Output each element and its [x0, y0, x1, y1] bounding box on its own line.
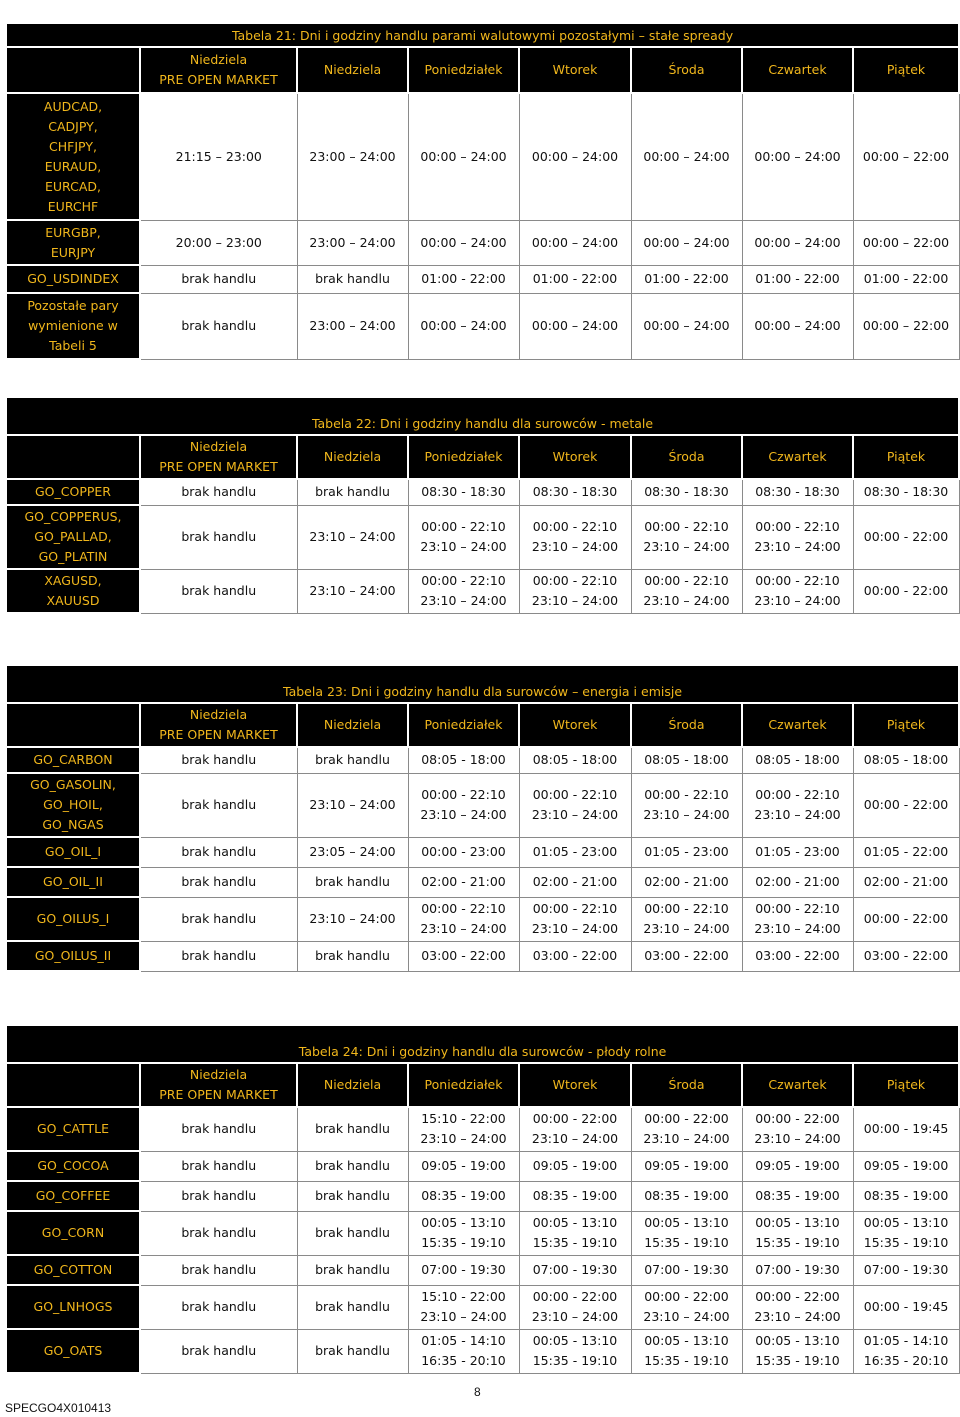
cell: 08:35 - 19:00 [853, 1181, 959, 1211]
cell: 00:00 - 22:10 23:10 – 24:00 [408, 569, 519, 613]
table-header-row [6, 1063, 959, 1107]
cell: 00:00 – 24:00 [519, 220, 631, 265]
cell: 23:10 – 24:00 [297, 505, 408, 569]
cell: 23:10 – 24:00 [297, 569, 408, 613]
cell: 00:00 - 22:00 23:10 – 24:00 [742, 1285, 853, 1329]
header-cell: Wtorek [519, 47, 631, 93]
header-cell: Niedziela PRE OPEN MARKET [140, 47, 297, 93]
cell: 00:00 - 19:45 [853, 1285, 959, 1329]
cell: 01:05 - 14:10 16:35 - 20:10 [853, 1329, 959, 1373]
cell: 03:00 - 22:00 [853, 941, 959, 971]
cell: 00:00 – 24:00 [408, 220, 519, 265]
cell: 07:00 - 19:30 [519, 1255, 631, 1285]
row-label: GO_GASOLIN, GO_HOIL, GO_NGAS [6, 773, 140, 837]
row-label: GO_CARBON [6, 747, 140, 773]
cell: 00:00 - 22:10 23:10 – 24:00 [742, 569, 853, 613]
cell: brak handlu [140, 1151, 297, 1181]
row-label: GO_COPPERUS, GO_PALLAD, GO_PLATIN [6, 505, 140, 569]
cell: 20:00 – 23:00 [140, 220, 297, 265]
cell: 09:05 - 19:00 [631, 1151, 742, 1181]
cell: 07:00 - 19:30 [742, 1255, 853, 1285]
cell: 09:05 - 19:00 [519, 1151, 631, 1181]
header-cell: Niedziela PRE OPEN MARKET [140, 703, 297, 747]
cell: 01:05 - 23:00 [742, 837, 853, 867]
header-corner [6, 703, 140, 747]
table-row [6, 747, 959, 773]
cell: 08:05 - 18:00 [519, 747, 631, 773]
row-label: AUDCAD, CADJPY, CHFJPY, EURAUD, EURCAD, EURCHF [6, 93, 140, 220]
cell: 00:00 - 22:00 [853, 897, 959, 941]
cell: brak handlu [297, 1151, 408, 1181]
cell: 00:00 – 24:00 [408, 93, 519, 220]
cell: 00:05 - 13:10 15:35 - 19:10 [742, 1211, 853, 1255]
page-number: 8 [474, 1385, 481, 1399]
cell: 09:05 - 19:00 [408, 1151, 519, 1181]
cell: 00:00 - 22:00 23:10 – 24:00 [631, 1107, 742, 1151]
cell: 00:00 – 24:00 [408, 293, 519, 359]
table-row [6, 1107, 959, 1151]
header-cell: Środa [631, 435, 742, 479]
cell: 02:00 - 21:00 [408, 867, 519, 897]
cell: 01:00 - 22:00 [631, 265, 742, 293]
cell: 08:30 - 18:30 [408, 479, 519, 505]
header-cell: Niedziela PRE OPEN MARKET [140, 435, 297, 479]
cell: 00:05 - 13:10 15:35 - 19:10 [853, 1211, 959, 1255]
cell: brak handlu [140, 1107, 297, 1151]
header-cell: Piątek [853, 703, 959, 747]
cell: 00:05 - 13:10 15:35 - 19:10 [519, 1211, 631, 1255]
table-row [6, 569, 959, 613]
cell: brak handlu [297, 1329, 408, 1373]
cell: 00:00 - 22:00 [853, 569, 959, 613]
header-corner [6, 435, 140, 479]
cell: 08:05 - 18:00 [742, 747, 853, 773]
table-row [6, 265, 959, 293]
table-row [6, 773, 959, 837]
header-cell: Piątek [853, 1063, 959, 1107]
cell: 00:00 - 19:45 [853, 1107, 959, 1151]
cell: brak handlu [140, 837, 297, 867]
header-corner [6, 1063, 140, 1107]
cell: 00:00 - 23:00 [408, 837, 519, 867]
table-header-row [6, 703, 959, 747]
row-label: GO_COFFEE [6, 1181, 140, 1211]
cell: brak handlu [140, 479, 297, 505]
cell: 00:00 - 22:10 23:10 – 24:00 [742, 505, 853, 569]
row-label: GO_COCOA [6, 1151, 140, 1181]
table-row [6, 220, 959, 265]
table-row [6, 1255, 959, 1285]
cell: 00:00 – 24:00 [742, 293, 853, 359]
cell: 03:00 - 22:00 [742, 941, 853, 971]
cell: 00:00 – 22:00 [853, 293, 959, 359]
table-row [6, 479, 959, 505]
row-label: GO_COPPER [6, 479, 140, 505]
cell: 00:05 - 13:10 15:35 - 19:10 [631, 1329, 742, 1373]
table-title-row [6, 1025, 959, 1063]
cell: brak handlu [297, 479, 408, 505]
header-cell: Czwartek [742, 47, 853, 93]
cell: 23:00 – 24:00 [297, 93, 408, 220]
cell: brak handlu [140, 941, 297, 971]
cell: 02:00 - 21:00 [742, 867, 853, 897]
row-label: GO_OIL_II [6, 867, 140, 897]
cell: 08:05 - 18:00 [408, 747, 519, 773]
cell: 08:35 - 19:00 [742, 1181, 853, 1211]
cell: 00:00 - 22:00 [853, 505, 959, 569]
cell: brak handlu [297, 1181, 408, 1211]
cell: 00:00 - 22:00 23:10 – 24:00 [519, 1285, 631, 1329]
cell: brak handlu [297, 1255, 408, 1285]
cell: 01:00 - 22:00 [408, 265, 519, 293]
cell: 08:30 - 18:30 [519, 479, 631, 505]
cell: 09:05 - 19:00 [742, 1151, 853, 1181]
cell: brak handlu [297, 867, 408, 897]
table-title-row [6, 665, 959, 703]
header-cell: Poniedziałek [408, 47, 519, 93]
cell: 00:00 - 22:10 23:10 – 24:00 [408, 773, 519, 837]
header-cell: Niedziela [297, 1063, 408, 1107]
header-cell: Piątek [853, 435, 959, 479]
table-title: Tabela 22: Dni i godziny handlu dla surowców - metale [6, 397, 959, 435]
cell: brak handlu [297, 265, 408, 293]
table-row [6, 505, 959, 569]
row-label: GO_OILUS_I [6, 897, 140, 941]
cell: 00:00 - 22:10 23:10 – 24:00 [742, 773, 853, 837]
cell: 00:00 – 22:00 [853, 93, 959, 220]
cell: 01:00 - 22:00 [853, 265, 959, 293]
header-cell: Piątek [853, 47, 959, 93]
header-cell: Środa [631, 703, 742, 747]
table-row [6, 867, 959, 897]
table-title-row [6, 23, 959, 47]
cell: 00:00 - 22:10 23:10 – 24:00 [519, 569, 631, 613]
cell: 21:15 – 23:00 [140, 93, 297, 220]
cell: 01:05 - 23:00 [519, 837, 631, 867]
cell: 07:00 - 19:30 [853, 1255, 959, 1285]
cell: 23:05 – 24:00 [297, 837, 408, 867]
cell: brak handlu [297, 747, 408, 773]
header-cell: Niedziela [297, 435, 408, 479]
cell: brak handlu [140, 773, 297, 837]
cell: 00:00 – 24:00 [631, 93, 742, 220]
cell: 01:05 - 22:00 [853, 837, 959, 867]
cell: 08:35 - 19:00 [408, 1181, 519, 1211]
cell: 15:10 - 22:00 23:10 – 24:00 [408, 1107, 519, 1151]
cell: brak handlu [140, 505, 297, 569]
cell: 00:00 - 22:10 23:10 – 24:00 [631, 505, 742, 569]
table-row [6, 1151, 959, 1181]
cell: brak handlu [140, 1255, 297, 1285]
cell: brak handlu [140, 747, 297, 773]
table-row [6, 1329, 959, 1373]
cell: 23:00 – 24:00 [297, 293, 408, 359]
header-cell: Czwartek [742, 1063, 853, 1107]
cell: 23:00 – 24:00 [297, 220, 408, 265]
table-title: Tabela 23: Dni i godziny handlu dla surowców – energia i emisje [6, 665, 959, 703]
cell: 00:00 – 22:00 [853, 220, 959, 265]
cell: 08:35 - 19:00 [631, 1181, 742, 1211]
cell: 00:05 - 13:10 15:35 - 19:10 [742, 1329, 853, 1373]
cell: 02:00 - 21:00 [853, 867, 959, 897]
cell: 00:00 - 22:10 23:10 – 24:00 [631, 569, 742, 613]
table-title-row [6, 397, 959, 435]
cell: 01:00 - 22:00 [519, 265, 631, 293]
cell: brak handlu [297, 1211, 408, 1255]
cell: 08:30 - 18:30 [853, 479, 959, 505]
cell: brak handlu [140, 265, 297, 293]
cell: 09:05 - 19:00 [853, 1151, 959, 1181]
cell: 00:00 - 22:10 23:10 – 24:00 [631, 773, 742, 837]
cell: 00:05 - 13:10 15:35 - 19:10 [519, 1329, 631, 1373]
cell: brak handlu [297, 941, 408, 971]
table-row [6, 1211, 959, 1255]
cell: 07:00 - 19:30 [408, 1255, 519, 1285]
cell: 00:00 - 22:10 23:10 – 24:00 [519, 897, 631, 941]
cell: 00:00 - 22:00 [853, 773, 959, 837]
cell: 00:00 - 22:10 23:10 – 24:00 [631, 897, 742, 941]
row-label: Pozostałe pary wymienione w Tabeli 5 [6, 293, 140, 359]
header-cell: Poniedziałek [408, 1063, 519, 1107]
cell: brak handlu [297, 1107, 408, 1151]
table-row [6, 1285, 959, 1329]
row-label: GO_OILUS_II [6, 941, 140, 971]
cell: 03:00 - 22:00 [519, 941, 631, 971]
cell: brak handlu [140, 1285, 297, 1329]
table-row [6, 897, 959, 941]
row-label: GO_CORN [6, 1211, 140, 1255]
header-cell: Poniedziałek [408, 703, 519, 747]
cell: brak handlu [140, 897, 297, 941]
cell: 08:30 - 18:30 [742, 479, 853, 505]
table-24 [5, 1024, 960, 1374]
header-cell: Niedziela [297, 703, 408, 747]
cell: 01:00 - 22:00 [742, 265, 853, 293]
cell: brak handlu [140, 1181, 297, 1211]
cell: brak handlu [140, 1211, 297, 1255]
cell: 00:05 - 13:10 15:35 - 19:10 [408, 1211, 519, 1255]
table-title: Tabela 24: Dni i godziny handlu dla surowców - płody rolne [6, 1025, 959, 1063]
cell: 00:00 – 24:00 [631, 293, 742, 359]
header-cell: Środa [631, 1063, 742, 1107]
cell: 00:00 – 24:00 [742, 93, 853, 220]
table-header-row [6, 47, 959, 93]
row-label: GO_OATS [6, 1329, 140, 1373]
cell: 00:00 – 24:00 [519, 93, 631, 220]
header-cell: Środa [631, 47, 742, 93]
row-label: EURGBP, EURJPY [6, 220, 140, 265]
header-cell: Wtorek [519, 1063, 631, 1107]
cell: 03:00 - 22:00 [631, 941, 742, 971]
table-header-row [6, 435, 959, 479]
table-23 [5, 664, 960, 972]
cell: 00:00 – 24:00 [519, 293, 631, 359]
cell: 00:05 - 13:10 15:35 - 19:10 [631, 1211, 742, 1255]
cell: 23:10 – 24:00 [297, 897, 408, 941]
header-cell: Poniedziałek [408, 435, 519, 479]
table-row [6, 293, 959, 359]
cell: 00:00 - 22:00 23:10 – 24:00 [631, 1285, 742, 1329]
header-corner [6, 47, 140, 93]
cell: brak handlu [140, 293, 297, 359]
cell: brak handlu [140, 1329, 297, 1373]
cell: brak handlu [140, 867, 297, 897]
row-label: XAGUSD, XAUUSD [6, 569, 140, 613]
cell: 00:00 - 22:00 23:10 – 24:00 [519, 1107, 631, 1151]
cell: brak handlu [297, 1285, 408, 1329]
row-label: GO_CATTLE [6, 1107, 140, 1151]
header-cell: Czwartek [742, 435, 853, 479]
cell: 00:00 - 22:00 23:10 – 24:00 [742, 1107, 853, 1151]
cell: 07:00 - 19:30 [631, 1255, 742, 1285]
cell: 08:35 - 19:00 [519, 1181, 631, 1211]
cell: 00:00 - 22:10 23:10 – 24:00 [519, 505, 631, 569]
cell: 00:00 - 22:10 23:10 – 24:00 [519, 773, 631, 837]
row-label: GO_COTTON [6, 1255, 140, 1285]
row-label: GO_LNHOGS [6, 1285, 140, 1329]
table-title: Tabela 21: Dni i godziny handlu parami walutowymi pozostałymi – stałe spready [6, 23, 959, 47]
cell: 00:00 - 22:10 23:10 – 24:00 [408, 505, 519, 569]
table-row [6, 93, 959, 220]
header-cell: Wtorek [519, 435, 631, 479]
cell: 23:10 – 24:00 [297, 773, 408, 837]
header-cell: Niedziela PRE OPEN MARKET [140, 1063, 297, 1107]
cell: 03:00 - 22:00 [408, 941, 519, 971]
table-row [6, 837, 959, 867]
header-cell: Niedziela [297, 47, 408, 93]
table-22 [5, 396, 960, 614]
cell: 02:00 - 21:00 [519, 867, 631, 897]
cell: 02:00 - 21:00 [631, 867, 742, 897]
header-cell: Wtorek [519, 703, 631, 747]
cell: 08:05 - 18:00 [853, 747, 959, 773]
cell: brak handlu [140, 569, 297, 613]
document-code: SPECGO4X010413 [5, 1401, 112, 1415]
header-cell: Czwartek [742, 703, 853, 747]
cell: 01:05 - 23:00 [631, 837, 742, 867]
cell: 01:05 - 14:10 16:35 - 20:10 [408, 1329, 519, 1373]
table-21 [5, 22, 960, 360]
cell: 08:30 - 18:30 [631, 479, 742, 505]
cell: 00:00 – 24:00 [742, 220, 853, 265]
cell: 00:00 - 22:10 23:10 – 24:00 [408, 897, 519, 941]
row-label: GO_OIL_I [6, 837, 140, 867]
cell: 00:00 - 22:10 23:10 – 24:00 [742, 897, 853, 941]
cell: 08:05 - 18:00 [631, 747, 742, 773]
table-row [6, 941, 959, 971]
table-row [6, 1181, 959, 1211]
row-label: GO_USDINDEX [6, 265, 140, 293]
cell: 00:00 – 24:00 [631, 220, 742, 265]
cell: 15:10 - 22:00 23:10 – 24:00 [408, 1285, 519, 1329]
